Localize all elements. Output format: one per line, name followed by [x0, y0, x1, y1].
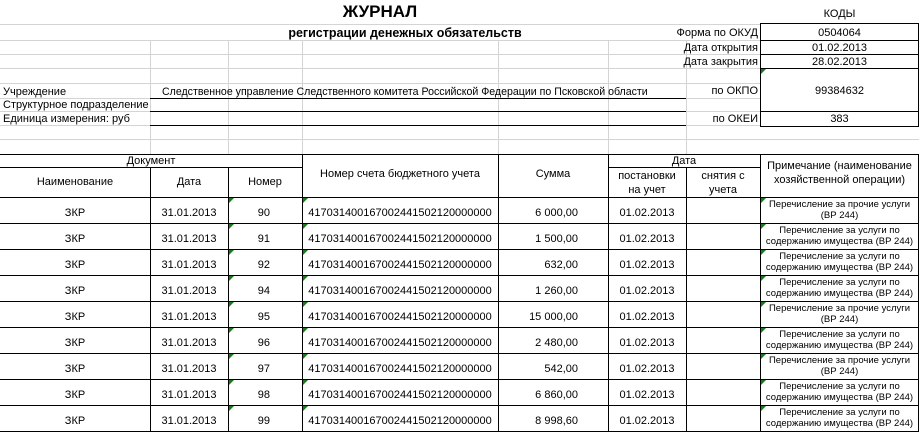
cell-name: ЗКР: [64, 389, 86, 401]
cell-note-marker: [229, 224, 234, 229]
okei-value: 383: [830, 113, 849, 125]
cell-note-marker: [303, 198, 308, 203]
row-border: [0, 353, 919, 354]
cell-note-marker: [303, 406, 308, 411]
cell-posted: 01.02.2013: [619, 337, 675, 349]
codes-box-line: [760, 40, 919, 41]
cell-date: 31.01.2013: [161, 233, 217, 245]
cell-number: 96: [257, 337, 270, 349]
cell-number: 91: [257, 233, 270, 245]
cell-account: 417031400167002441502120000000: [308, 389, 492, 401]
grid-line: [0, 83, 760, 84]
cell-sum: 1 260,00: [535, 285, 578, 297]
okpo-label: по ОКПО: [711, 85, 758, 97]
cell-date: 31.01.2013: [161, 207, 217, 219]
grid-line: [0, 54, 760, 55]
col-border: [686, 167, 687, 431]
codes-box-bottom: [760, 126, 919, 127]
header-name: Наименование: [36, 176, 114, 188]
codes-box-top: [760, 23, 919, 24]
codes-box-line: [760, 68, 919, 69]
cell-note-marker: [303, 250, 308, 255]
cell-name: ЗКР: [64, 259, 86, 271]
grid-line: [0, 40, 760, 41]
cell-sum: 15 000,00: [529, 311, 578, 323]
cell-sum: 542,00: [544, 363, 578, 375]
unit-underline: [150, 125, 686, 126]
cell-note: Перечисление за услуги по: [779, 329, 900, 340]
cell-posted: 01.02.2013: [619, 285, 675, 297]
division-underline: [150, 111, 686, 112]
institution-value: Следственное управление Следственного комитета Российской Федерации по Псковской области: [162, 86, 648, 98]
cell-note: Перечисление за прочие услуги: [768, 303, 911, 314]
grid-line: [0, 24, 760, 25]
cell-note-marker: [229, 198, 234, 203]
cell-note-marker: [761, 380, 766, 385]
cell-note: Перечисление за услуги по: [779, 251, 900, 262]
codes-box-line: [760, 111, 919, 112]
cell-note: Перечисление за прочие услуги: [768, 199, 911, 210]
cell-note-marker: [303, 380, 308, 385]
row-border: [0, 249, 919, 250]
cell-date: 31.01.2013: [161, 285, 217, 297]
cell-posted: 01.02.2013: [619, 259, 675, 271]
cell-posted: 01.02.2013: [619, 311, 675, 323]
row-border: [0, 327, 919, 328]
header-note-1: Примечание (наименование: [767, 160, 912, 172]
cell-account: 417031400167002441502120000000: [308, 207, 492, 219]
close-date-label: Дата закрытия: [683, 56, 758, 68]
cell-number: 94: [257, 285, 270, 297]
cell-note: Перечисление за услуги по: [779, 277, 900, 288]
header-sum: Сумма: [535, 168, 571, 180]
header-document: Документ: [126, 155, 176, 167]
cell-note: содержанию имущества (ВР 244): [765, 392, 914, 403]
cell-name: ЗКР: [64, 337, 86, 349]
row-border: [0, 275, 919, 276]
cell-name: ЗКР: [64, 207, 86, 219]
division-label: Структурное подразделение: [3, 99, 149, 111]
cell-number: 99: [257, 415, 270, 427]
grid-line: [0, 139, 919, 140]
cell-note-marker: [303, 302, 308, 307]
cell-date: 31.01.2013: [161, 415, 217, 427]
cell-note-marker: [229, 276, 234, 281]
cell-note: содержанию имущества (ВР 244): [765, 236, 914, 247]
cell-account: 417031400167002441502120000000: [308, 363, 492, 375]
cell-note: Перечисление за услуги по: [779, 225, 900, 236]
cell-note: содержанию имущества (ВР 244): [765, 288, 914, 299]
cell-sum: 1 500,00: [535, 233, 578, 245]
cell-account: 417031400167002441502120000000: [308, 311, 492, 323]
cell-posted: 01.02.2013: [619, 233, 675, 245]
cell-name: ЗКР: [64, 233, 86, 245]
okpo-value: 99384632: [815, 85, 864, 97]
cell-note-marker: [229, 354, 234, 359]
cell-note: (ВР 244): [820, 314, 859, 325]
institution-underline: [150, 98, 686, 99]
cell-note-marker: [229, 302, 234, 307]
cell-sum: 6 860,00: [535, 389, 578, 401]
grid-line: [0, 68, 760, 69]
cell-note-marker: [229, 328, 234, 333]
cell-posted: 01.02.2013: [619, 207, 675, 219]
cell-note-marker: [229, 406, 234, 411]
cell-date: 31.01.2013: [161, 311, 217, 323]
open-date-label: Дата открытия: [683, 42, 758, 54]
cell-account: 417031400167002441502120000000: [308, 415, 492, 427]
cell-number: 98: [257, 389, 270, 401]
header-account: Номер счета бюджетного учета: [320, 168, 480, 180]
cell-note-marker: [761, 198, 766, 203]
cell-date: 31.01.2013: [161, 259, 217, 271]
okei-label: по ОКЕИ: [712, 113, 758, 125]
cell-sum: 8 998,60: [535, 415, 578, 427]
cell-note-marker: [761, 406, 766, 411]
cell-note-marker: [761, 69, 766, 74]
cell-note-marker: [761, 224, 766, 229]
cell-note: Перечисление за услуги по: [779, 407, 900, 418]
row-border: [0, 301, 919, 302]
header-date: Дата: [176, 176, 202, 188]
cell-note-marker: [761, 354, 766, 359]
cell-note-marker: [303, 354, 308, 359]
header-removed-1: снятия с: [701, 170, 745, 182]
header-bottom-border: [0, 197, 919, 198]
cell-note: содержанию имущества (ВР 244): [765, 262, 914, 273]
cell-note-marker: [303, 224, 308, 229]
cell-posted: 01.02.2013: [619, 363, 675, 375]
cell-note-marker: [303, 328, 308, 333]
header-removed-2: учета: [708, 184, 737, 196]
header-posted-2: на учет: [628, 184, 666, 196]
okud-value: 0504064: [818, 27, 861, 39]
cell-name: ЗКР: [64, 415, 86, 427]
cell-account: 417031400167002441502120000000: [308, 233, 492, 245]
cell-account: 417031400167002441502120000000: [308, 337, 492, 349]
cell-note-marker: [761, 276, 766, 281]
cell-note: (ВР 244): [820, 366, 859, 377]
unit-label: Единица измерения: руб: [3, 113, 130, 125]
cell-note-marker: [761, 250, 766, 255]
codes-label: КОДЫ: [823, 8, 856, 20]
cell-posted: 01.02.2013: [619, 415, 675, 427]
cell-note-marker: [303, 276, 308, 281]
row-border: [0, 223, 919, 224]
cell-sum: 632,00: [544, 259, 578, 271]
cell-note-marker: [229, 380, 234, 385]
header-number: Номер: [248, 176, 282, 188]
cell-account: 417031400167002441502120000000: [308, 285, 492, 297]
header-date-group: Дата: [671, 155, 697, 167]
header-sub-border: [0, 167, 302, 168]
cell-note-marker: [761, 302, 766, 307]
cell-sum: 6 000,00: [535, 207, 578, 219]
header-posted-1: постановки: [618, 170, 676, 182]
row-border: [0, 405, 919, 406]
cell-date: 31.01.2013: [161, 337, 217, 349]
cell-note-marker: [229, 250, 234, 255]
page-title: ЖУРНАЛ: [342, 2, 418, 21]
page-subtitle: регистрации денежных обязательств: [288, 26, 522, 40]
cell-note: Перечисление за прочие услуги: [768, 355, 911, 366]
cell-date: 31.01.2013: [161, 389, 217, 401]
cell-account: 417031400167002441502120000000: [308, 259, 492, 271]
cell-name: ЗКР: [64, 311, 86, 323]
cell-number: 92: [257, 259, 270, 271]
cell-number: 97: [257, 363, 270, 375]
open-date-value: 01.02.2013: [811, 42, 868, 54]
cell-date: 31.01.2013: [161, 363, 217, 375]
cell-posted: 01.02.2013: [619, 389, 675, 401]
cell-note: содержанию имущества (ВР 244): [765, 340, 914, 351]
cell-name: ЗКР: [64, 285, 86, 297]
header-sub-border: [608, 167, 760, 168]
codes-box-line: [760, 54, 919, 55]
cell-note-marker: [761, 328, 766, 333]
institution-label: Учреждение: [3, 86, 67, 98]
okud-label: Форма по ОКУД: [676, 27, 758, 39]
close-date-value: 28.02.2013: [811, 56, 868, 68]
cell-note: Перечисление за услуги по: [779, 381, 900, 392]
row-border: [0, 379, 919, 380]
cell-sum: 2 480,00: [535, 337, 578, 349]
cell-note: (ВР 244): [820, 210, 859, 221]
cell-number: 95: [257, 311, 270, 323]
cell-note: содержанию имущества (ВР 244): [765, 418, 914, 429]
header-note-2: хозяйственной операции): [773, 174, 906, 186]
cell-number: 90: [257, 207, 270, 219]
cell-name: ЗКР: [64, 363, 86, 375]
